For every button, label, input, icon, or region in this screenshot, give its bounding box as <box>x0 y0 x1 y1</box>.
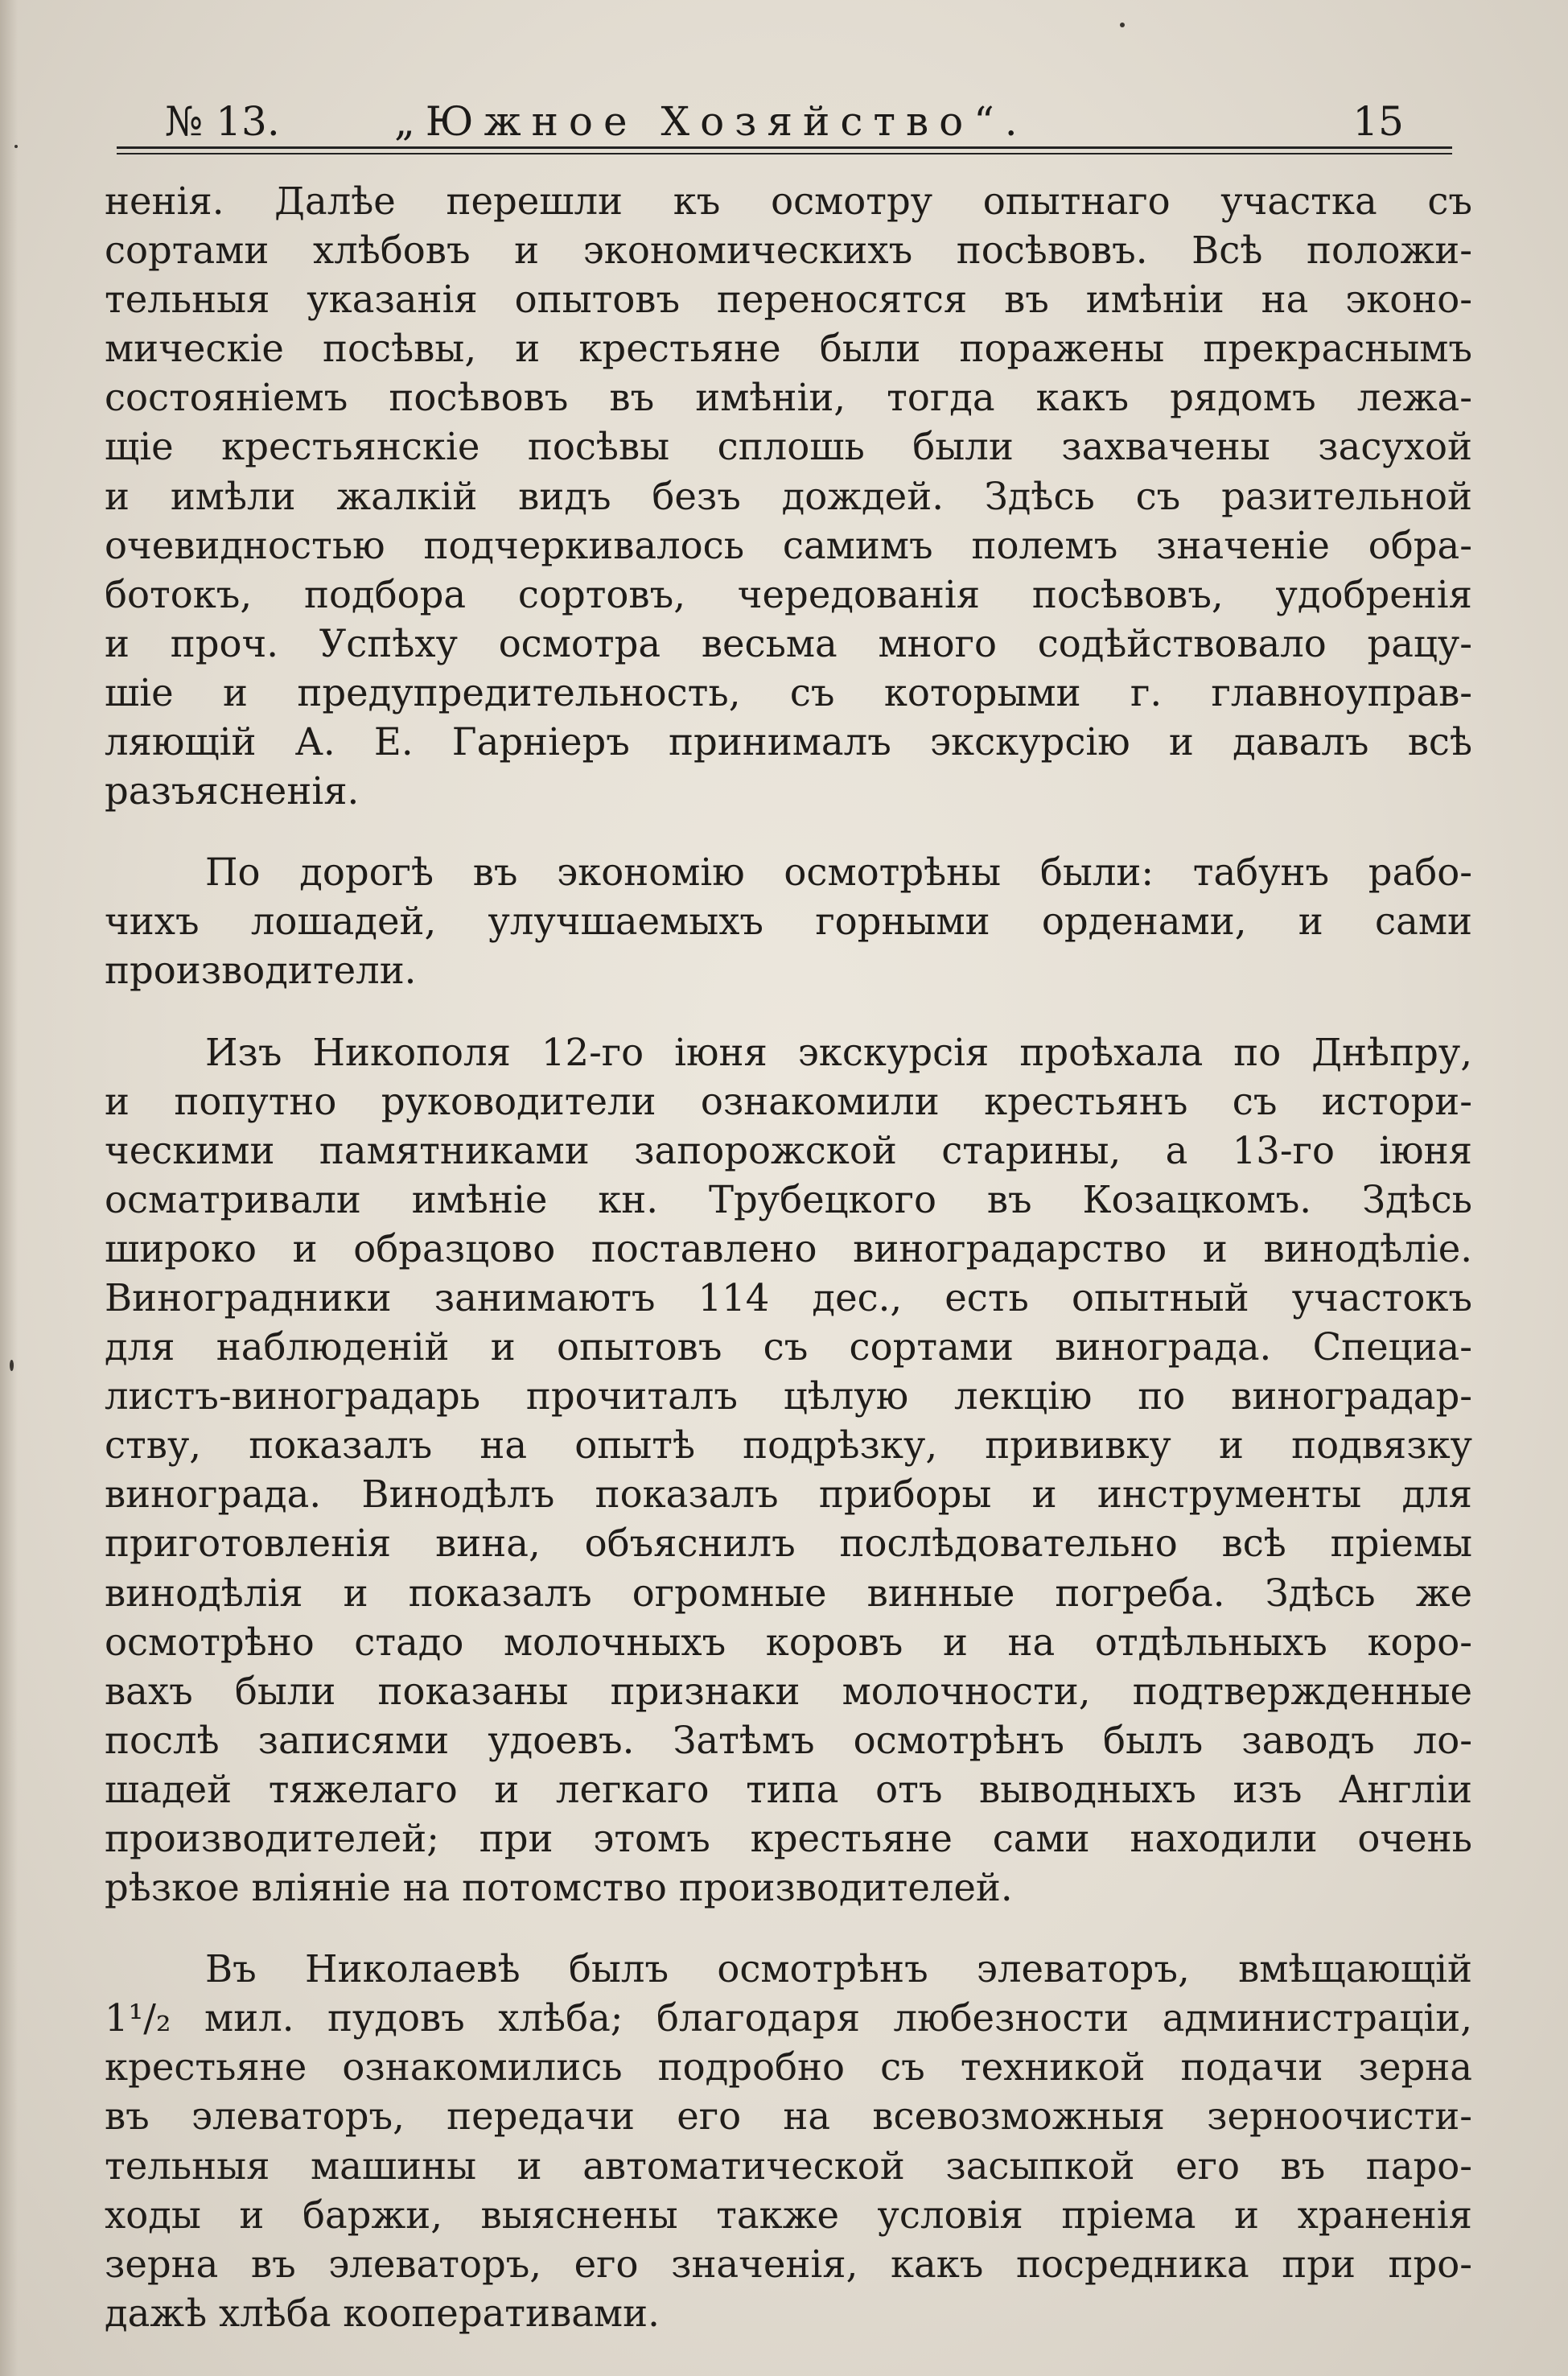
paragraph-3 <box>105 1028 1472 1913</box>
text-line: дажѣ хлѣба кооперативами. <box>105 2291 660 2335</box>
paragraph-2 <box>105 848 1472 995</box>
issue-number: № 13. <box>165 98 280 145</box>
article-body <box>105 177 1472 2338</box>
text-line: ненія. Далѣе перешли къ осмотру опытнаго участка съ <box>105 179 1472 223</box>
text-line: и проч. Успѣху осмотра весьма много содѣйствовало рацу- <box>105 621 1472 665</box>
text-line: ческими памятниками запорожской старины, а 13-го іюня <box>105 1128 1472 1172</box>
text-line: производители. <box>105 949 417 993</box>
text-line: тельныя указанія опытовъ переносятся въ имѣніи на эконо- <box>105 278 1472 322</box>
journal-title: „Южное Хозяйство“. <box>394 98 1028 145</box>
text-line: осматривали имѣніе кн. Трубецкого въ Козацкомъ. Здѣсь <box>105 1177 1472 1221</box>
text-line: чихъ лошадей, улучшаемыхъ горными орденами, и сами <box>105 900 1472 944</box>
running-header <box>121 89 1448 153</box>
text-line: зерна въ элеваторъ, его значенія, какъ посредника при про- <box>105 2242 1472 2286</box>
text-line: шіе и предупредительность, съ которыми г. главноуправ- <box>105 670 1472 714</box>
text-line: щіе крестьянскіе посѣвы сплошь были захвачены засухой <box>105 425 1472 469</box>
page-number: 15 <box>1352 98 1404 145</box>
ink-speck <box>14 145 18 148</box>
paragraph-1 <box>105 177 1472 816</box>
text-line: рѣзкое вліяніе на потомство производителей. <box>105 1866 1013 1910</box>
text-line: разъясненія. <box>105 769 360 813</box>
ink-speck <box>1120 23 1125 27</box>
text-line: ству, показалъ на опытѣ подрѣзку, прививку и подвязку <box>105 1423 1472 1468</box>
text-line: состояніемъ посѣвовъ въ имѣніи, тогда какъ рядомъ лежа- <box>105 376 1472 420</box>
text-line: листъ-виноградарь прочиталъ цѣлую лекцію по виноградар- <box>105 1374 1472 1419</box>
text-line: винодѣлія и показалъ огромные винные погреба. Здѣсь же <box>105 1571 1472 1615</box>
header-rule-top <box>117 146 1452 149</box>
text-line: По дорогѣ въ экономію осмотрѣны были: табунъ рабо- <box>205 850 1472 895</box>
text-line: и имѣли жалкій видъ безъ дождей. Здѣсь съ разительной <box>105 474 1472 518</box>
text-line: ботокъ, подбора сортовъ, чередованія посѣвовъ, удобренія <box>105 572 1472 616</box>
text-line: Изъ Никополя 12-го іюня экскурсія проѣхала по Днѣпру, <box>205 1030 1472 1074</box>
text-line: послѣ записями удоевъ. Затѣмъ осмотрѣнъ былъ заводъ ло- <box>105 1718 1472 1762</box>
text-line: производителей; при этомъ крестьяне сами находили очень <box>105 1817 1472 1860</box>
ink-speck <box>10 1360 14 1371</box>
text-line: шадей тяжелаго и легкаго типа отъ выводныхъ изъ Англіи <box>105 1767 1472 1811</box>
text-line: винограда. Винодѣлъ показалъ приборы и инструменты для <box>105 1472 1472 1517</box>
text-line: 1¹/₂ мил. пудовъ хлѣба; благодаря любезности администраціи, <box>105 1996 1472 2040</box>
text-line: вахъ были показаны признаки молочности, подтвержденные <box>105 1669 1472 1713</box>
page-edge-shadow <box>0 0 18 2376</box>
text-line: ляющій А. Е. Гарніеръ принималъ экскурсію и давалъ всѣ <box>105 720 1472 764</box>
text-line: приготовленія вина, объяснилъ послѣдовательно всѣ пріемы <box>105 1522 1472 1566</box>
text-line: Виноградники занимаютъ 114 дес., есть опытный участокъ <box>105 1275 1472 1320</box>
text-line: и попутно руководители ознакомили крестьянъ съ истори- <box>105 1079 1472 1123</box>
text-line: мическіе посѣвы, и крестьяне были поражены прекраснымъ <box>105 327 1472 371</box>
text-line: осмотрѣно стадо молочныхъ коровъ и на отдѣльныхъ коро- <box>105 1620 1472 1664</box>
text-line: очевидностью подчеркивалось самимъ полемъ значеніе обра- <box>105 523 1472 567</box>
header-rule-bottom <box>117 153 1452 154</box>
text-line: тельныя машины и автоматической засыпкой его въ паро- <box>105 2143 1472 2188</box>
text-line: широко и образцово поставлено виноградарство и винодѣліе. <box>105 1226 1472 1270</box>
text-line: крестьяне ознакомились подробно съ техникой подачи зерна <box>105 2045 1472 2090</box>
text-line: сортами хлѣбовъ и экономическихъ посѣвовъ. Всѣ положи- <box>105 229 1472 273</box>
text-line: въ элеваторъ, передачи его на всевозможныя зерноочисти- <box>105 2094 1472 2139</box>
text-line: для наблюденій и опытовъ съ сортами винограда. Специа- <box>105 1325 1472 1369</box>
paragraph-4 <box>105 1945 1472 2338</box>
text-line: ходы и баржи, выяснены также условія пріема и храненія <box>105 2193 1472 2237</box>
text-line: Въ Николаевѣ былъ осмотрѣнъ элеваторъ, вмѣщающій <box>205 1947 1472 1991</box>
